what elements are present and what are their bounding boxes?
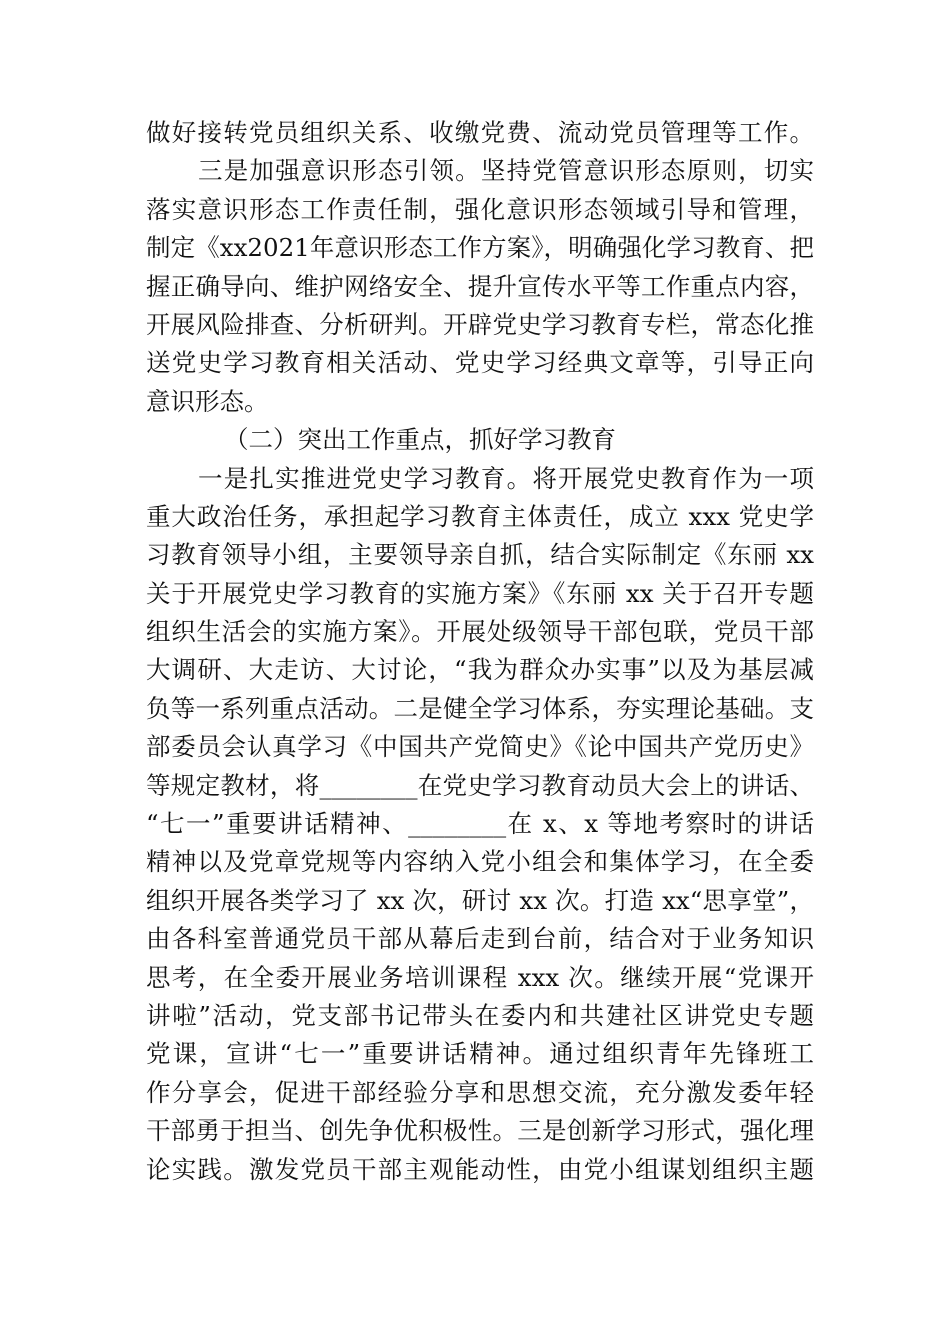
text-line: 作分享会，促进干部经验分享和思想交流，充分激发委年轻 bbox=[146, 1077, 814, 1107]
section-heading: （二）突出工作重点，抓好学习教育 bbox=[224, 425, 616, 455]
text-line: 落实意识形态工作责任制，强化意识形态领域引导和管理， bbox=[146, 194, 814, 224]
text-line: 握正确导向、维护网络安全、提升宣传水平等工作重点内容， bbox=[146, 271, 814, 301]
text-line: 习教育领导小组，主要领导亲自抓，结合实际制定《东丽 xx bbox=[146, 540, 814, 570]
text-line: “七一”重要讲话精神、________在 x、x 等地考察时的讲话 bbox=[146, 809, 814, 839]
text-line: 关于开展党史学习教育的实施方案》《东丽 xx 关于召开专题 bbox=[146, 578, 814, 608]
text-line: 由各科室普通党员干部从幕后走到台前，结合对于业务知识 bbox=[146, 924, 814, 954]
document-body bbox=[146, 114, 814, 1189]
text-line: 做好接转党员组织关系、收缴党费、流动党员管理等工作。 bbox=[146, 118, 814, 147]
text-line: 论实践。激发党员干部主观能动性，由党小组谋划组织主题 bbox=[146, 1154, 814, 1184]
paragraph-start-line: 三是加强意识形态引领。坚持党管意识形态原则，切实 bbox=[198, 156, 814, 186]
text-line: 开展风险排查、分析研判。开辟党史学习教育专栏，常态化推 bbox=[146, 309, 814, 339]
text-line: 讲啦”活动，党支部书记带头在委内和共建社区讲党史专题 bbox=[146, 1000, 814, 1030]
text-line: 大调研、大走访、大讨论，“我为群众办实事”以及为基层减 bbox=[146, 655, 814, 685]
text-line: 精神以及党章党规等内容纳入党小组会和集体学习，在全委 bbox=[146, 847, 814, 877]
text-line: 党课，宣讲“七一”重要讲话精神。通过组织青年先锋班工 bbox=[146, 1039, 814, 1069]
text-line: 组织生活会的实施方案》。开展处级领导干部包联，党员干部 bbox=[146, 617, 814, 647]
text-line: 思考，在全委开展业务培训课程 xxx 次。继续开展“党课开 bbox=[146, 962, 814, 992]
text-line: 组织开展各类学习了 xx 次，研讨 xx 次。打造 xx“思享堂”， bbox=[146, 885, 814, 915]
text-line: 部委员会认真学习《中国共产党简史》《论中国共产党历史》 bbox=[146, 732, 814, 762]
text-line: 重大政治任务，承担起学习教育主体责任，成立 xxx 党史学 bbox=[146, 501, 814, 531]
paragraph-start-line: 一是扎实推进党史学习教育。将开展党史教育作为一项 bbox=[198, 463, 814, 493]
text-line: 意识形态。 bbox=[146, 386, 269, 416]
text-line: 制定《xx2021年意识形态工作方案》，明确强化学习教育、把 bbox=[146, 233, 814, 263]
text-line: 干部勇于担当、创先争优积极性。三是创新学习形式，强化理 bbox=[146, 1116, 814, 1146]
text-line: 负等一系列重点活动。二是健全学习体系，夯实理论基础。支 bbox=[146, 693, 814, 723]
text-line: 等规定教材，将________在党史学习教育动员大会上的讲话、 bbox=[146, 770, 814, 800]
text-line: 送党史学习教育相关活动、党史学习经典文章等，引导正向 bbox=[146, 348, 814, 378]
